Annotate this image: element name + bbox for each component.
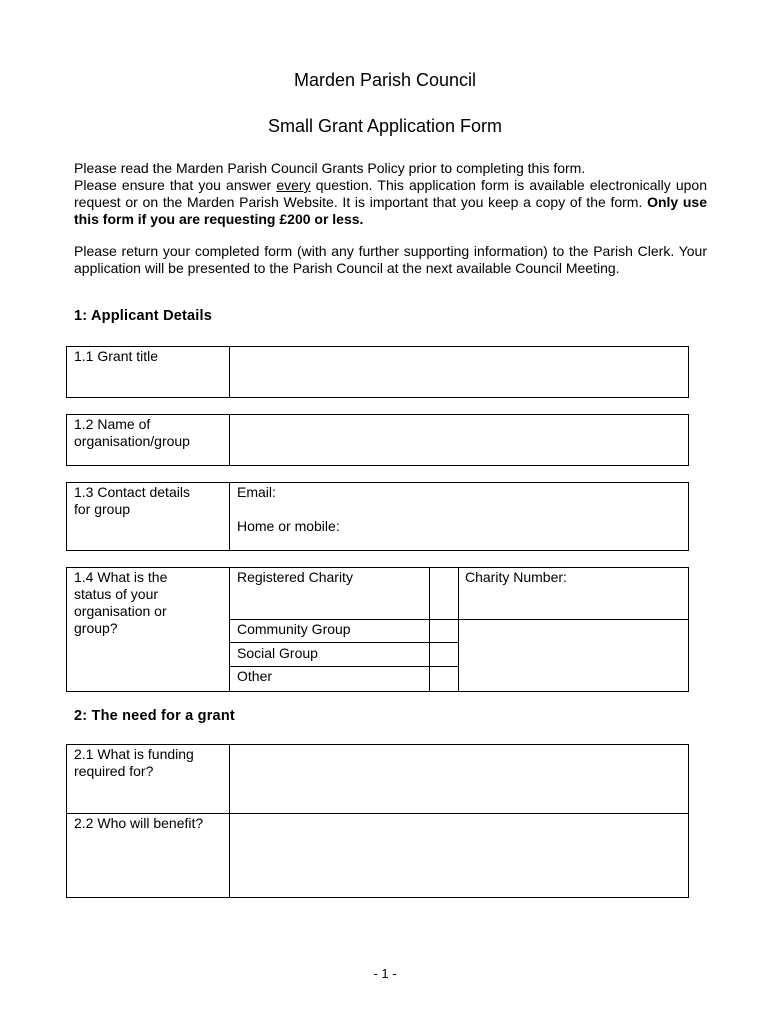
page-number: - 1 - xyxy=(373,966,397,981)
checkbox-community-group[interactable] xyxy=(430,620,458,642)
intro-paragraph xyxy=(74,160,707,228)
intro-bold-notice: Only use this form if you are requesting £200 or less. xyxy=(74,194,708,227)
status-label-b: status of your xyxy=(74,586,159,602)
form-title: Small Grant Application Form xyxy=(267,116,503,136)
checkbox-registered-charity[interactable] xyxy=(430,568,458,619)
intro-line-2-pre: Please ensure that you answer xyxy=(74,177,277,193)
funding-purpose-label xyxy=(74,746,194,780)
option-registered-charity: Registered Charity xyxy=(237,569,353,585)
grant-title-row xyxy=(66,346,689,398)
checkbox-social-group[interactable] xyxy=(430,643,458,666)
intro-emphasis: every xyxy=(276,177,311,193)
contact-details-label-a: 1.3 Contact details xyxy=(74,484,190,500)
grant-title-label: 1.1 Grant title xyxy=(74,348,159,364)
status-label-d: group? xyxy=(74,620,118,636)
return-paragraph: Please return your completed form (with any further supporting information) to the Parish Clerk. Your application will be presented to the Parish Council at the next available Council Meeting. xyxy=(74,243,707,276)
organisation-name-label-a: 1.2 Name of xyxy=(74,416,151,432)
intro-line-1: Please read the Marden Parish Council Grants Policy prior to completing this form. xyxy=(74,160,586,176)
organisation-name-field[interactable] xyxy=(230,415,688,465)
need-for-grant-table xyxy=(66,744,689,898)
email-label[interactable]: Email: xyxy=(237,484,276,500)
organisation-name-label-b: organisation/group xyxy=(74,433,190,449)
funding-purpose-label-b: required for? xyxy=(74,763,154,779)
option-community-group: Community Group xyxy=(237,621,351,637)
status-row xyxy=(66,567,689,692)
option-other: Other xyxy=(237,668,273,684)
charity-number-label[interactable]: Charity Number: xyxy=(465,569,567,585)
phone-label[interactable]: Home or mobile: xyxy=(237,518,340,534)
funding-purpose-label-a: 2.1 What is funding xyxy=(74,746,194,762)
contact-details-row xyxy=(66,482,689,551)
option-social-group: Social Group xyxy=(237,645,318,661)
beneficiaries-field[interactable] xyxy=(230,814,688,897)
funding-purpose-field[interactable] xyxy=(230,745,688,813)
council-title: Marden Parish Council xyxy=(293,70,477,90)
status-label-a: 1.4 What is the xyxy=(74,569,168,585)
section-2-heading: 2: The need for a grant xyxy=(74,708,235,724)
organisation-name-label xyxy=(74,416,190,450)
intro-line-2-post: question. This application form is available electronically upon request or on the Marden Parish Website. It is important that you keep a copy of the form. xyxy=(74,177,707,210)
section-1-heading: 1: Applicant Details xyxy=(74,308,213,324)
status-label-c: organisation or xyxy=(74,603,167,619)
contact-details-label xyxy=(74,484,190,518)
grant-title-field[interactable] xyxy=(230,347,688,397)
checkbox-other[interactable] xyxy=(430,667,458,691)
beneficiaries-label: 2.2 Who will benefit? xyxy=(74,815,204,831)
organisation-name-row xyxy=(66,414,689,466)
status-label xyxy=(74,569,167,637)
contact-details-label-b: for group xyxy=(74,501,131,517)
